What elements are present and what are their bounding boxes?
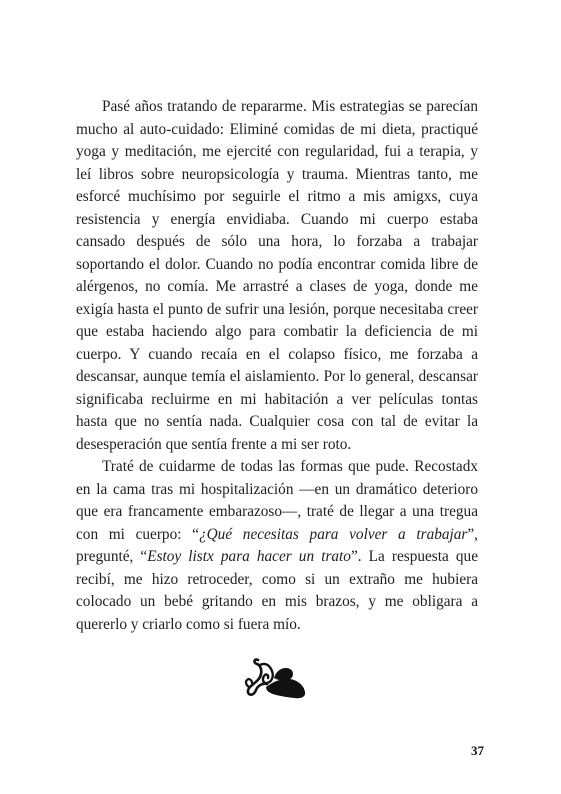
- paragraph-2: [76, 456, 478, 636]
- italic-statement: Estoy listx para hacer un trato: [147, 548, 351, 565]
- leaf-flourish-icon: [244, 654, 308, 700]
- body-text: [76, 96, 478, 636]
- page-number: 37: [471, 743, 484, 758]
- paragraph-2-part-1: Traté de cuidarme de todas las formas que pude. Recostadx en la cama tras mi hospitalización —en un dramático deterioro que era francamente embarazoso—, traté de llegar a una tregua con mi cuerpo: “: [76, 458, 478, 543]
- paragraph-1: Pasé años tratando de repararme. Mis estrategias se parecían mucho al auto-cuidado: Eliminé comidas de mi dieta, practiqué yoga y meditación, me ejercité con regularidad, fui a terapia, y leí libros sobre neuropsicología y trauma. Mientras tanto, me esforcé muchísimo por seguirle el ritmo a mis amigxs, cuya resistencia y energía envidiaba. Cuando mi cuerpo estaba cansado después de sólo una hora, lo forzaba a trabajar soportando el dolor. Cuando no podía encontrar comida libre de alérgenos, no comía. Me arrastré a clases de yoga, donde me exigía hasta el punto de sufrir una lesión, porque necesitaba creer que estaba haciendo algo para combatir la deficiencia de mi cuerpo. Y cuando recaía en el colapso físico, me forzaba a descansar, aunque temía el aislamiento. Por lo general, descansar significaba recluirme en mi habitación a ver películas tontas hasta que no sentía nada. Cualquier cosa con tal de evitar la desesperación que sentía frente a mi ser roto.: [76, 98, 478, 453]
- italic-question: ¿Qué necesitas para volver a trabajar: [198, 525, 468, 543]
- paragraph-2-part-2: ”, pregunté, “: [76, 525, 479, 565]
- paragraph-2-part-3: ”. La respuesta que recibí, me hizo retroceder, como si un extraño me hubiera colocado un bebé gritando en mis brazos, y me obligara a quererlo y criarlo como si fuera mío.: [76, 548, 478, 633]
